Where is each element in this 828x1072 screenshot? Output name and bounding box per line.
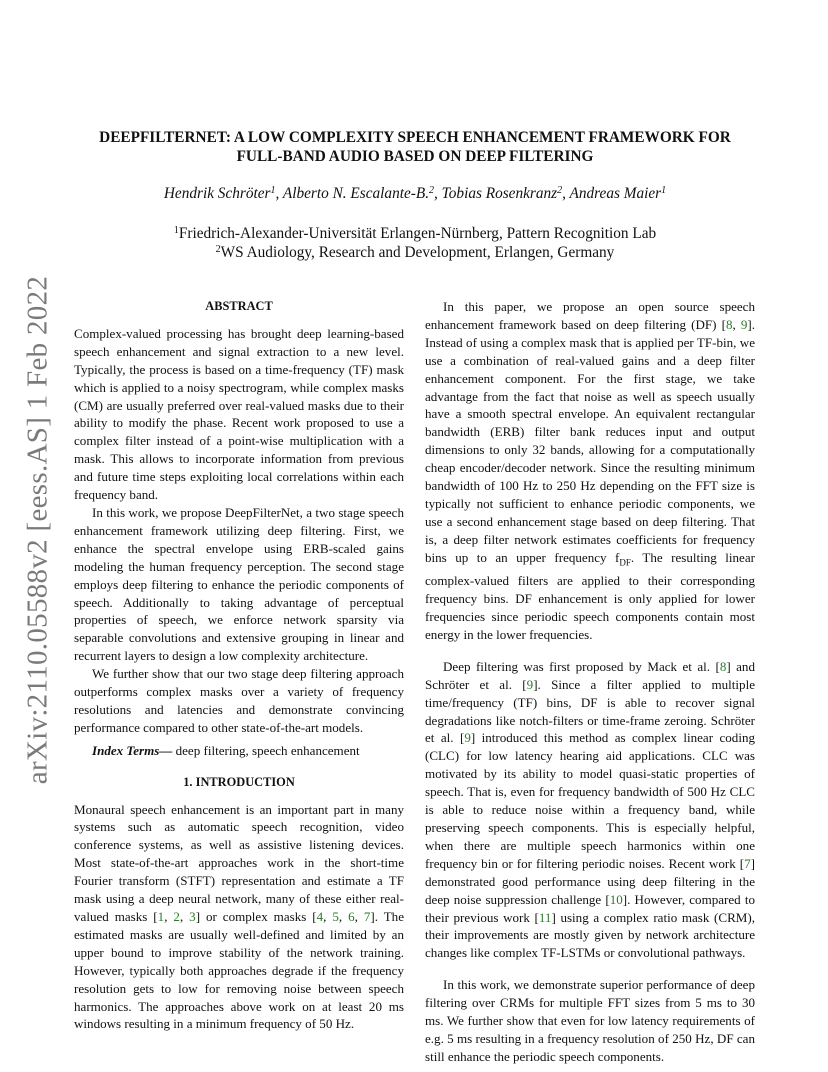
citation-link[interactable]: 9 bbox=[526, 676, 534, 692]
text-run: Monaural speech enhancement is an important part in many systems such as automatic speech recognition, video conference systems, as well as assistive listening devices. Most state-of-the-art approaches work in the short-time Fourier transform (STFT) representation and estimate a TF mask using a deep neural network, many of these either real-valued masks [ bbox=[74, 801, 404, 924]
citation-link[interactable]: 9 bbox=[464, 730, 471, 746]
paper-title bbox=[60, 128, 770, 166]
author-affil-mark: 1 bbox=[270, 185, 276, 196]
author-affil-mark: 2 bbox=[429, 185, 435, 196]
body-paragraph: In this work, we demonstrate superior performance of deep filtering over CRMs for multiple FFT sizes from 5 ms to 30 ms. We further show that even for low latency requirements of e.g. 5 ms resulting in a frequency resolution of 250 Hz, DF can still enhance the periodic speech components. bbox=[425, 977, 755, 1064]
text-run: Deep filtering was first proposed by Mack et al. [ bbox=[443, 658, 720, 674]
affiliations bbox=[60, 224, 770, 262]
citation-link[interactable]: 11 bbox=[538, 909, 552, 925]
arxiv-identifier-sidebar bbox=[20, 275, 56, 785]
affiliation-2 bbox=[60, 243, 770, 262]
citation-link[interactable]: 7 bbox=[744, 855, 751, 871]
author-name: , Andreas Maier bbox=[562, 185, 662, 202]
citation-link[interactable]: 7 bbox=[363, 909, 371, 924]
title-line-1: DEEPFILTERNET: A LOW COMPLEXITY SPEECH ENHANCEMENT FRAMEWORK FOR bbox=[99, 129, 731, 146]
affil-text: Friedrich-Alexander-Universität Erlangen-Nürnberg, Pattern Recognition Lab bbox=[178, 225, 657, 242]
index-terms-text: deep filtering, speech enhancement bbox=[172, 742, 360, 758]
subscript: DF bbox=[619, 557, 631, 568]
citation-link[interactable]: 4 bbox=[316, 909, 324, 924]
affil-mark: 2 bbox=[215, 244, 221, 255]
citation-link[interactable]: 8 bbox=[719, 658, 727, 674]
citation-link[interactable]: 3 bbox=[189, 909, 196, 924]
author-name: , Alberto N. Escalante-B. bbox=[275, 185, 430, 202]
text-run: ] introduced this method as complex linear coding (CLC) for low latency hearing aid applications. CLC was motivated by its ability to model quasi-static properties of speech. That is, even for frequency bandwidth of 500 Hz CLC is able to reduce noise within a frequency band, while preserving speech components. This is especially helpful, when there are multiple speech harmonics within one frequency bin or for filtering periodic noises. Recent work [ bbox=[425, 730, 755, 871]
author-affil-mark: 2 bbox=[557, 185, 563, 196]
author-name: Hendrik Schröter bbox=[163, 185, 271, 202]
citation-link[interactable]: 8 bbox=[725, 316, 733, 332]
text-run: ]. The estimated masks are usually well-defined and limited by an upper bound to improve stability of the network training. However, typically both approaches degrade if the frequency resolution gets to low for removing noise between speech harmonics. The approaches above work on at least 20 ms windows resulting in a minimum frequency of 50 Hz. bbox=[74, 909, 404, 1032]
text-run: In this paper, we propose an open source speech enhancement framework based on deep filtering (DF) [ bbox=[425, 299, 755, 332]
title-line-2: FULL-BAND AUDIO BASED ON DEEP FILTERING bbox=[236, 148, 594, 165]
left-column bbox=[74, 296, 404, 1033]
index-terms bbox=[74, 742, 404, 760]
citation-link[interactable]: 6 bbox=[348, 909, 355, 924]
right-column bbox=[425, 298, 755, 1066]
author-name: , Tobias Rosenkranz bbox=[434, 185, 558, 202]
text-run: . The resulting linear complex-valued filters are applied to their corresponding frequency bins. DF enhancement is only applied for lower frequencies since periodic speech components contain most energy in the lower frequencies. bbox=[425, 549, 755, 642]
citation-link[interactable]: 2 bbox=[173, 909, 180, 924]
text-run: ] demonstrated good performance using deep filtering in the deep noise suppression challenge [ bbox=[425, 855, 755, 907]
citation-link[interactable]: 5 bbox=[332, 909, 339, 924]
abstract-heading: ABSTRACT bbox=[205, 299, 273, 313]
text-run: ] or complex masks [ bbox=[195, 909, 317, 924]
body-paragraph: In this paper, we propose an open source speech enhancement framework based on deep filtering (DF) [8, 9]. Instead of using a complex mask that is applied per TF-bin, we use a combination of real-valued gains and a deep filter enhancement component. For the first stage, we take advantage from the fact that noise as well as speech usually have a smooth spectral envelope. An equivalent rectangular bandwidth (ERB) filter bank reduces input and output dimensions to only 32 bands, allowing for a computationally cheap encoder/decoder network. Since the resulting minimum bandwidth of 100 Hz to 250 Hz depending on the FFT size is typically not sufficient to enhance periodic components, we use a second enhancement stage based on deep filtering. That is, a deep filter network estimates coefficients for frequency bins up to an upper frequency $f_{DF}$. The resulting linear complex-valued filters are applied to their corresponding frequency bins. DF enhancement is only applied for lower frequencies since periodic speech components contain most energy in the lower frequencies. bbox=[425, 299, 755, 642]
intro-paragraph: Monaural speech enhancement is an important part in many systems such as automatic speech recognition, video conference systems, as well as assistive listening devices. Most state-of-the-art approaches work in the short-time Fourier transform (STFT) representation and estimate a TF mask using a deep neural network, many of these either real-valued masks [1, 2, 3] or complex masks [4, 5, 6, 7]. The estimated masks are usually well-defined and limited by an upper bound to improve stability of the network training. However, typically both approaches degrade if the frequency resolution gets to low for removing noise between speech harmonics. The approaches above work on at least 20 ms windows resulting in a minimum frequency of 50 Hz. bbox=[74, 801, 404, 1032]
affil-mark: 1 bbox=[173, 225, 179, 236]
text-run: ] and Schröter et al. [ bbox=[425, 658, 755, 692]
affil-text: WS Audiology, Research and Development, Erlangen, Germany bbox=[220, 244, 615, 261]
text-run: ]. Since a filter applied to multiple time/frequency (TF) bins, DF is able to recover signal degradations like notch-filters or time-frame zeroing. Schröter et al. [ bbox=[425, 676, 755, 746]
introduction-heading: 1. INTRODUCTION bbox=[183, 774, 295, 789]
citation-link[interactable]: 1 bbox=[157, 909, 165, 924]
citation-link[interactable]: 10 bbox=[609, 891, 623, 907]
abstract-paragraph: In this work, we propose DeepFilterNet, a two stage speech enhancement framework utilizing deep filtering. First, we enhance the spectral envelope using ERB-scaled gains modeling the human frequency perception. The second stage employs deep filtering to enhance the periodic components of speech. Additionally to taking advantage of perceptual properties of speech, we enforce network sparsity via separable convolutions and extensive grouping in linear and recurrent layers to design a low complexity architecture. bbox=[74, 504, 404, 664]
citation-link[interactable]: 9 bbox=[740, 316, 748, 332]
affiliation-1 bbox=[60, 224, 770, 243]
abstract-paragraph: Complex-valued processing has brought deep learning-based speech enhancement and signal extraction to a new level. Typically, the process is based on a time-frequency (TF) mask which is applied to a noisy spectrogram, while complex masks (CM) are usually preferred over real-valued masks due to their ability to modify the phase. Recent work proposed to use a complex filter instead of a point-wise multiplication with a mask. This allows to incorporate information from previous and future time steps exploiting local correlations within each frequency band. bbox=[74, 325, 404, 503]
author-list bbox=[60, 185, 770, 203]
arxiv-id: arXiv:2110.05588v2 [eess.AS] 1 Feb 2022 bbox=[21, 275, 54, 785]
body-paragraph bbox=[425, 658, 755, 962]
abstract-paragraph: We further show that our two stage deep filtering approach outperforms complex masks over a variety of frequency resolutions and latencies and demonstrate convincing performance compared to other state-of-the-art models. bbox=[74, 666, 404, 735]
text-run: ]. Instead of using a complex mask that is applied per TF-bin, we use a combination of real-valued gains and a deep filter enhancement component. For the first stage, we take advantage from the fact that noise as well as speech usually have a smooth spectral envelope. An equivalent rectangular bandwidth (ERB) filter bank reduces input and output dimensions to only 32 bands, allowing for a computationally cheap encoder/decoder network. Since the resulting minimum bandwidth of 100 Hz to 250 Hz depending on the FFT size is typically not sufficient to enhance periodic components, we use a second enhancement stage based on deep filtering. That is, a deep filter network estimates coefficients for frequency bins up to an upper frequency f bbox=[425, 316, 755, 565]
index-terms-label: Index Terms— bbox=[92, 742, 173, 758]
text-run: ]. However, compared to their previous work [ bbox=[425, 891, 755, 925]
text-run: ] using a complex ratio mask (CRM), their improvements are mostly given by network architecture changes like complex TF-LSTMs or convolutional pathways. bbox=[425, 909, 755, 961]
author-affil-mark: 1 bbox=[661, 185, 667, 196]
